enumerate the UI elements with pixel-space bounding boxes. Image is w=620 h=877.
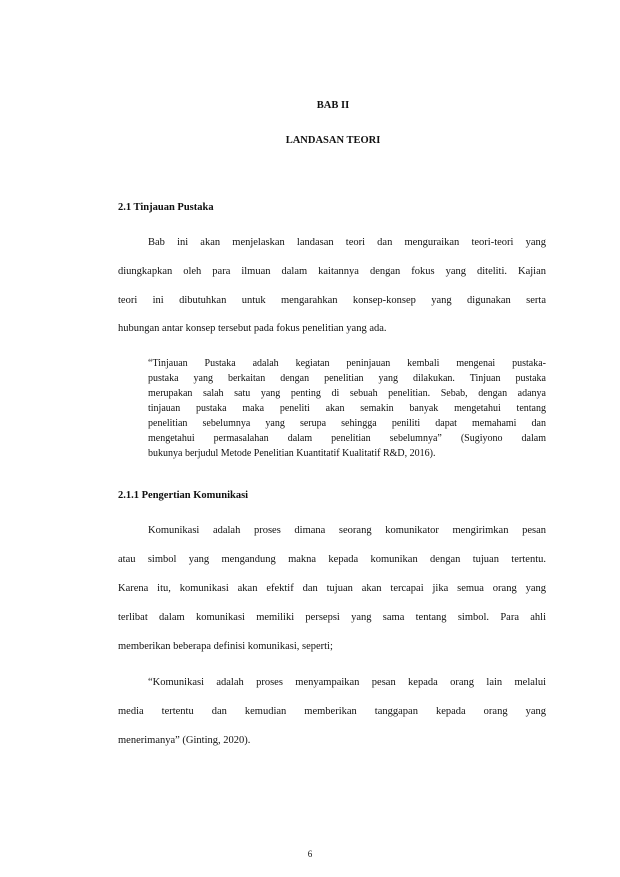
paragraph-line: hubungan antar konsep tersebut pada fokus penelitian yang ada.	[118, 323, 387, 334]
paragraph-line: teori ini dibutuhkan untuk mengarahkan konsep-konsep yang digunakan serta	[118, 295, 546, 306]
paragraph-line: Komunikasi adalah proses dimana seorang komunikator mengirimkan pesan	[148, 525, 546, 536]
paragraph-line: memberikan beberapa definisi komunikasi, seperti;	[118, 641, 333, 652]
paragraph-line: Karena itu, komunikasi akan efektif dan tujuan akan tercapai jika semua orang yang	[118, 583, 546, 594]
chapter-title: LANDASAN TEORI	[285, 135, 381, 146]
chapter-number: BAB II	[316, 100, 350, 111]
block-quote-line: merupakan salah satu yang penting di sebuah penelitian. Sebab, dengan adanya	[148, 388, 546, 399]
block-quote-line: “Tinjauan Pustaka adalah kegiatan peninjauan kembali mengenai pustaka-	[148, 358, 546, 369]
page-number: 6	[307, 849, 313, 859]
paragraph-line: Bab ini akan menjelaskan landasan teori dan menguraikan teori-teori yang	[148, 237, 546, 248]
block-quote-line: penelitian sebelumnya yang serupa sehingga peniliti dapat memahami dan	[148, 418, 546, 429]
paragraph-line: atau simbol yang mengandung makna kepada komunikan dengan tujuan tertentu.	[118, 554, 546, 565]
quote-paragraph-line: “Komunikasi adalah proses menyampaikan pesan kepada orang lain melalui	[148, 677, 546, 688]
quote-paragraph-line: media tertentu dan kemudian memberikan tanggapan kepada orang yang	[118, 706, 546, 717]
section-heading-tinjauan-pustaka: 2.1 Tinjauan Pustaka	[118, 202, 214, 213]
block-quote-line: mengetahui permasalahan dalam penelitian sebelumnya” (Sugiyono dalam	[148, 433, 546, 444]
block-quote-line: pustaka yang berkaitan dengan penelitian yang dilakukan. Tinjuan pustaka	[148, 373, 546, 384]
paragraph-line: diungkapkan oleh para ilmuan dalam kaitannya dengan fokus yang diteliti. Kajian	[118, 266, 546, 277]
quote-paragraph-line: menerimanya” (Ginting, 2020).	[118, 735, 251, 746]
paragraph-line: terlibat dalam komunikasi memiliki persepsi yang sama tentang simbol. Para ahli	[118, 612, 546, 623]
block-quote-line: bukunya berjudul Metode Penelitian Kuantitatif Kualitatif R&D, 2016).	[148, 448, 436, 459]
block-quote-line: tinjauan pustaka maka peneliti akan semakin banyak mengetahui tentang	[148, 403, 546, 414]
section-heading-pengertian-komunikasi: 2.1.1 Pengertian Komunikasi	[118, 490, 249, 501]
